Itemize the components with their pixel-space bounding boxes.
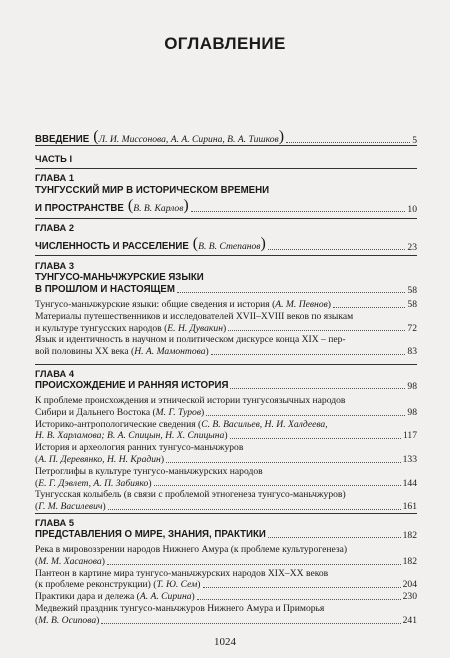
entry-authors: М. М. Хасанова <box>38 555 102 567</box>
page-ref: 98 <box>407 381 417 392</box>
page-ref: 133 <box>402 453 417 465</box>
divider <box>35 513 417 514</box>
toc-entry-chapter-3[interactable]: В ПРОШЛОМ И НАСТОЯЩЕМ 58 <box>35 284 417 296</box>
toc-entry[interactable]: Медвежий праздник тунгусо-маньчжуров Нижнего Амура и Приморья ( М. В. Осипова ) 241 <box>35 602 417 626</box>
page-ref: 58 <box>407 299 417 310</box>
chapter-5 <box>35 518 417 627</box>
toc-entry-chapter-1[interactable]: И ПРОСТРАНСТВЕ ( В. В. Карлов ) 10 <box>35 197 417 215</box>
chapter-title[interactable]: ТУНГУСО-МАНЬЧЖУРСКИЕ ЯЗЫКИ <box>35 272 204 283</box>
entry-authors: Л. И. Миссонова, А. А. Сирина, В. А. Тишков <box>98 134 279 146</box>
toc-entry[interactable]: Тунгусская колыбель (в связи с проблемой этногенеза тунгусо-маньчжуров) ( Г. М. Василевич ) 161 <box>35 489 417 513</box>
page-ref: 182 <box>402 555 417 567</box>
page-ref: 72 <box>407 322 417 334</box>
chapter-label: ГЛАВА 1 <box>35 173 74 183</box>
toc-entry[interactable]: Материалы путешественников и исследователей XVII–XVIII веков по языкам и культуре тунгусских народов ( Е. Н. Дувакин ) 72 <box>35 310 417 334</box>
entry-authors: Т. Ю. Сем <box>156 579 198 591</box>
toc-entry[interactable]: Петроглифы в культуре тунгусо-маньчжурских народов ( Е. Г. Дэвлет, А. П. Забияко ) 144 <box>35 465 417 489</box>
divider <box>35 255 417 256</box>
toc-entry[interactable]: Историко-антропологические сведения (С. В. Васильев, Н. И. Халдеева, Н. В. Харламова; В. А. Спицын, Н. Х. Спицына ) 117 <box>35 418 417 442</box>
toc-entry[interactable]: Река в мировоззрении народов Нижнего Амура (к проблеме культурогенеза) ( М. М. Хасанова ) 182 <box>35 544 417 567</box>
divider <box>35 218 417 219</box>
page-ref: 144 <box>402 477 417 489</box>
toc-entry[interactable]: Пантеон в картине мира тунгусо-маньчжурских народов XIX–XX веков (к проблеме реконструкции) ( Т. Ю. Сем ) 204 <box>35 567 417 591</box>
chapter-label: ГЛАВА 5 <box>35 518 74 528</box>
page-ref: 58 <box>407 285 417 296</box>
toc-entry-chapter-2[interactable]: ЧИСЛЕННОСТЬ И РАССЕЛЕНИЕ ( В. В. Степанов ) 23 <box>35 235 417 253</box>
entry-title: ВВЕДЕНИЕ <box>35 134 90 145</box>
entry-authors: В. В. Карлов <box>133 203 184 215</box>
page-ref: 23 <box>407 242 417 253</box>
entry-authors: Н. В. Харламова; В. А. Спицын, Н. Х. Спицына <box>35 430 225 442</box>
chapter-4 <box>35 369 417 513</box>
entry-authors: С. В. Васильев, Н. И. Халдеева, <box>201 418 328 430</box>
chapter-label: ГЛАВА 4 <box>35 369 74 379</box>
entry-authors: Н. А. Мамонтова <box>134 346 206 358</box>
chapter-2 <box>35 223 417 253</box>
divider <box>35 145 417 146</box>
entry-authors: А. П. Деревянко, Н. Н. Крадин <box>38 453 161 465</box>
toc-entry-chapter-5[interactable]: ПРЕДСТАВЛЕНИЯ О МИРЕ, ЗНАНИЯ, ПРАКТИКИ 182 <box>35 529 417 541</box>
page-ref: 117 <box>402 430 417 442</box>
entry-authors: Е. Н. Дувакин <box>167 322 223 334</box>
part-heading: ЧАСТЬ I <box>35 154 73 164</box>
toc-entry-chapter-4[interactable]: ПРОИСХОЖДЕНИЕ И РАННЯЯ ИСТОРИЯ 98 <box>35 380 417 392</box>
page-ref: 10 <box>407 204 417 215</box>
page-ref: 230 <box>402 591 417 603</box>
entry-authors: В. В. Степанов <box>198 241 261 253</box>
entry-authors: М. В. Осипова <box>38 614 97 626</box>
entry-authors: А. М. Певнов <box>275 299 328 310</box>
entry-authors: Е. Г. Дэвлет, А. П. Забияко <box>38 477 149 489</box>
page-number: 1024 <box>214 636 236 648</box>
page-ref: 98 <box>407 406 417 418</box>
chapter-3 <box>35 261 417 358</box>
page-ref: 5 <box>412 135 417 146</box>
chapter-label: ГЛАВА 2 <box>35 223 74 233</box>
page-ref: 83 <box>407 346 417 358</box>
entry-authors: Г. М. Василевич <box>38 501 103 513</box>
toc-entry[interactable]: Тунгусо-маньчжурские языки: общие сведения и история ( А. М. Певнов ) 58 <box>35 299 417 310</box>
chapter-title[interactable]: ТУНГУССКИЙ МИР В ИСТОРИЧЕСКОМ ВРЕМЕНИ <box>35 185 270 196</box>
toc-entry[interactable]: Язык и идентичность в научном и политическом дискурсе конца XIX – пер- вой половины XX века ( Н. А. Мамонтова ) 83 <box>35 334 417 358</box>
chapter-label: ГЛАВА 3 <box>35 261 74 271</box>
page-ref: 182 <box>402 530 417 541</box>
divider <box>35 168 417 169</box>
toc-entry[interactable]: К проблеме происхождения и этнической истории тунгусоязычных народов Сибири и Дальнего Востока ( М. Г. Туров ) 98 <box>35 395 417 418</box>
chapter-1 <box>35 173 417 215</box>
toc-entry[interactable]: Практики дара и дележа ( А. А. Сирина ) 230 <box>35 591 417 603</box>
toc-entry-introduction[interactable]: ВВЕДЕНИЕ ( Л. И. Миссонова, А. А. Сирина, В. А. Тишков ) 5 <box>35 128 417 146</box>
entry-authors: А. А. Сирина <box>139 591 192 603</box>
page-title: ОГЛАВЛЕНИЕ <box>164 34 286 53</box>
toc-entry[interactable]: История и археология ранних тунгусо-маньчжуров ( А. П. Деревянко, Н. Н. Крадин ) 133 <box>35 442 417 465</box>
page-ref: 161 <box>402 501 417 513</box>
page-ref: 241 <box>402 614 417 626</box>
entry-authors: М. Г. Туров <box>155 406 201 418</box>
page-ref: 204 <box>402 579 417 591</box>
divider <box>35 364 417 365</box>
